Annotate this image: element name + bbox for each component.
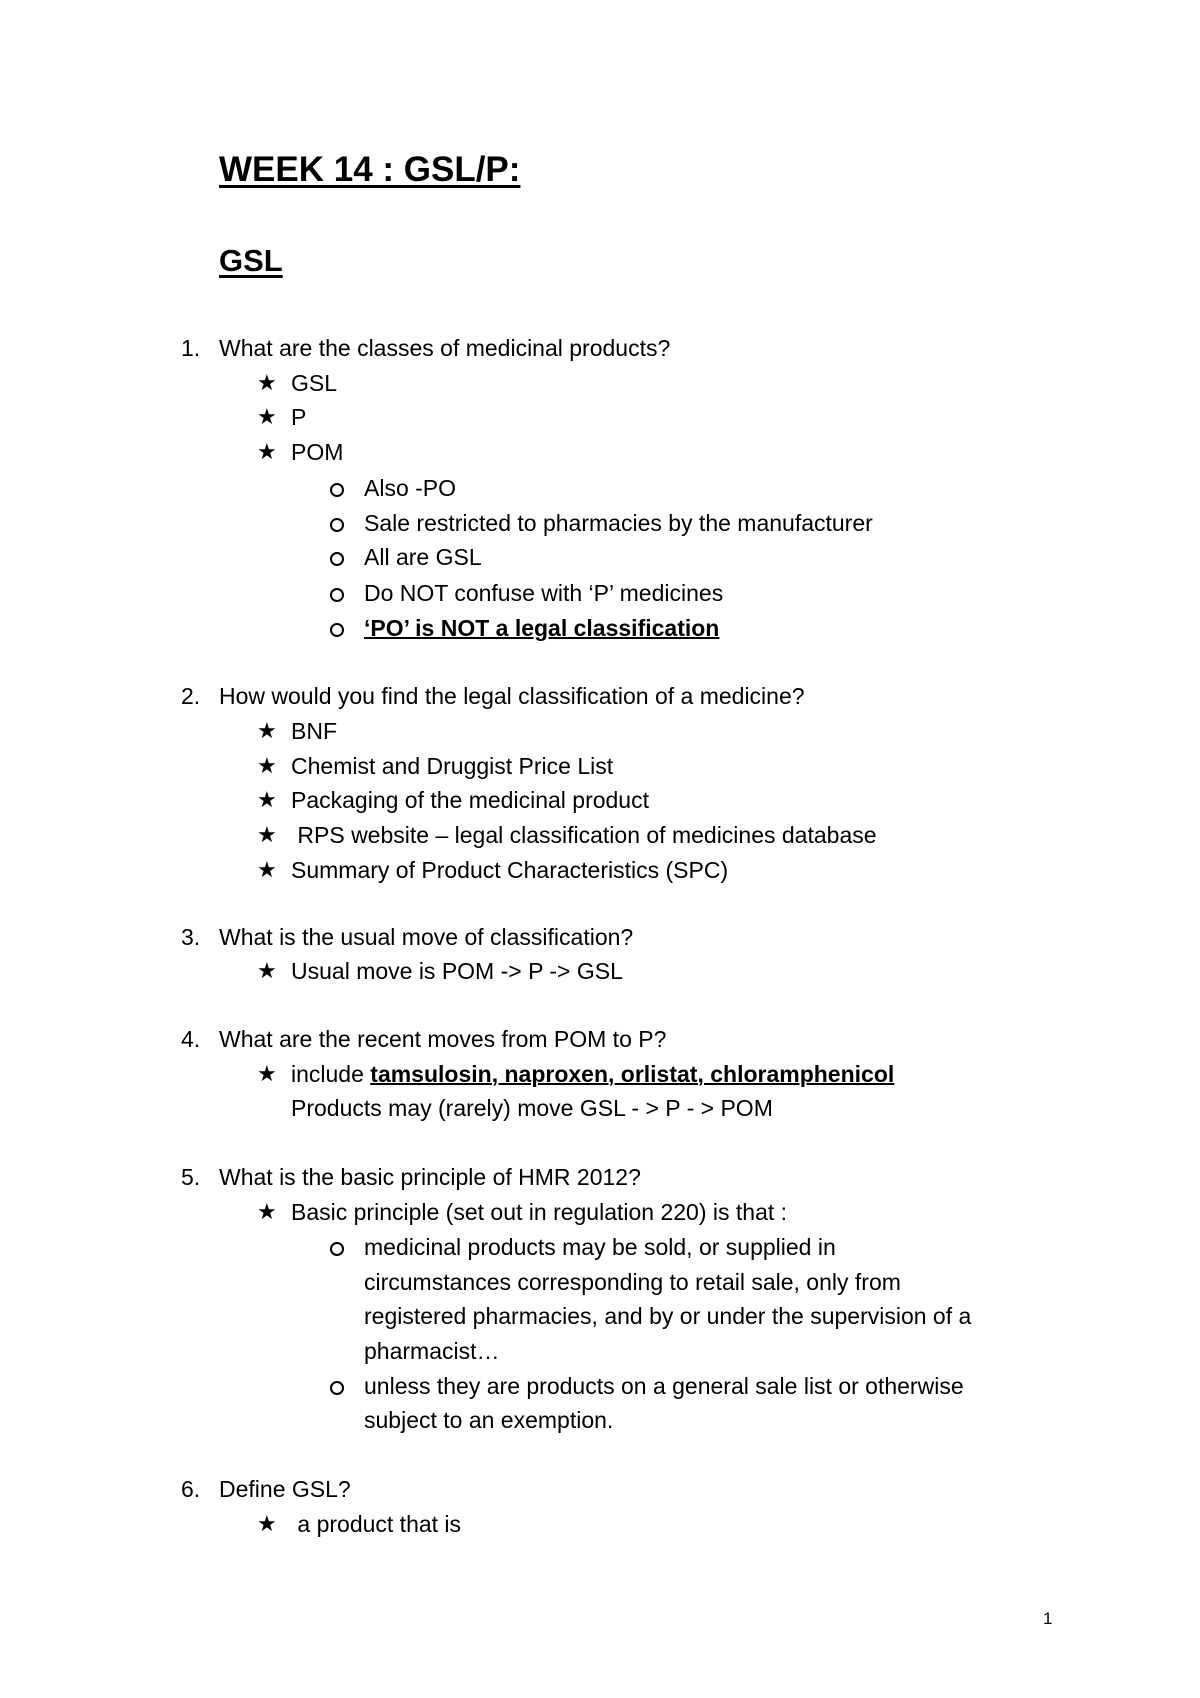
sub-bullet-line: registered pharmacies, and by or under the supervision of a: [364, 1303, 972, 1329]
bullet-item: POM: [291, 439, 344, 465]
bullet-item: GSL: [291, 370, 338, 396]
bullet-item: BNF: [291, 718, 337, 744]
star-icon: ★: [257, 404, 277, 429]
star-icon: ★: [257, 753, 277, 778]
drug-list-emphasis: tamsulosin, naproxen, orlistat, chloramphenicol: [370, 1061, 895, 1087]
bullet-item: Basic principle (set out in regulation 220) is that :: [291, 1199, 788, 1225]
star-icon: ★: [257, 439, 277, 464]
question-text: What is the usual move of classification?: [219, 924, 634, 950]
question-text: What are the classes of medicinal products?: [219, 335, 671, 361]
star-icon: ★: [257, 822, 277, 847]
sub-bullet-line: pharmacist…: [364, 1338, 500, 1364]
question-number: 3.: [181, 924, 201, 950]
hollow-circle-bullet-icon: [330, 1381, 344, 1395]
bullet-item: RPS website – legal classification of medicines database: [291, 822, 877, 848]
sub-bullet-item: Do NOT confuse with ‘P’ medicines: [364, 580, 724, 606]
question-number: 6.: [181, 1476, 201, 1502]
bullet-item: Chemist and Druggist Price List: [291, 753, 614, 779]
sub-bullet-item: Sale restricted to pharmacies by the manufacturer: [364, 510, 873, 536]
star-icon: ★: [257, 1199, 277, 1224]
sub-bullet-line: circumstances corresponding to retail sale, only from: [364, 1269, 901, 1295]
question-number: 5.: [181, 1164, 201, 1190]
bullet-item: P: [291, 404, 307, 430]
sub-bullet-line: unless they are products on a general sale list or otherwise: [364, 1373, 964, 1399]
star-icon: ★: [257, 1511, 277, 1536]
bullet-item: [291, 1063, 894, 1086]
bullet-item: Summary of Product Characteristics (SPC): [291, 857, 729, 883]
hollow-circle-bullet-icon: [330, 552, 344, 566]
bullet-item: a product that is: [291, 1511, 462, 1537]
sub-bullet-item: Also -PO: [364, 475, 457, 501]
bullet-prefix: include: [291, 1061, 371, 1087]
page-title: WEEK 14 : GSL/P:: [219, 150, 521, 189]
hollow-circle-bullet-icon: [330, 623, 344, 637]
question-number: 2.: [181, 683, 201, 709]
bullet-item: Packaging of the medicinal product: [291, 787, 649, 813]
question-text: Define GSL?: [219, 1476, 351, 1502]
question-text: What is the basic principle of HMR 2012?: [219, 1164, 641, 1190]
bullet-item: Usual move is POM -> P -> GSL: [291, 958, 623, 984]
question-number: 4.: [181, 1026, 201, 1052]
question-text: How would you find the legal classification of a medicine?: [219, 683, 805, 709]
continuation-line: Products may (rarely) move GSL - > P - > POM: [291, 1095, 773, 1121]
question-text: What are the recent moves from POM to P?: [219, 1026, 667, 1052]
question-number: 1.: [181, 335, 201, 361]
star-icon: ★: [257, 958, 277, 983]
star-icon: ★: [257, 370, 277, 395]
hollow-circle-bullet-icon: [330, 483, 344, 497]
section-heading-gsl: GSL: [219, 243, 283, 278]
hollow-circle-bullet-icon: [330, 518, 344, 532]
hollow-circle-bullet-icon: [330, 1242, 344, 1256]
star-icon: ★: [257, 718, 277, 743]
star-icon: ★: [257, 787, 277, 812]
hollow-circle-bullet-icon: [330, 588, 344, 602]
sub-bullet-item: All are GSL: [364, 544, 482, 570]
sub-bullet-item-emphasis: ‘PO’ is NOT a legal classification: [364, 615, 720, 641]
sub-bullet-line: subject to an exemption.: [364, 1407, 614, 1433]
sub-bullet-line: medicinal products may be sold, or supplied in: [364, 1234, 836, 1260]
page-number: 1: [1043, 1609, 1053, 1628]
star-icon: ★: [257, 1061, 277, 1086]
star-icon: ★: [257, 857, 277, 882]
